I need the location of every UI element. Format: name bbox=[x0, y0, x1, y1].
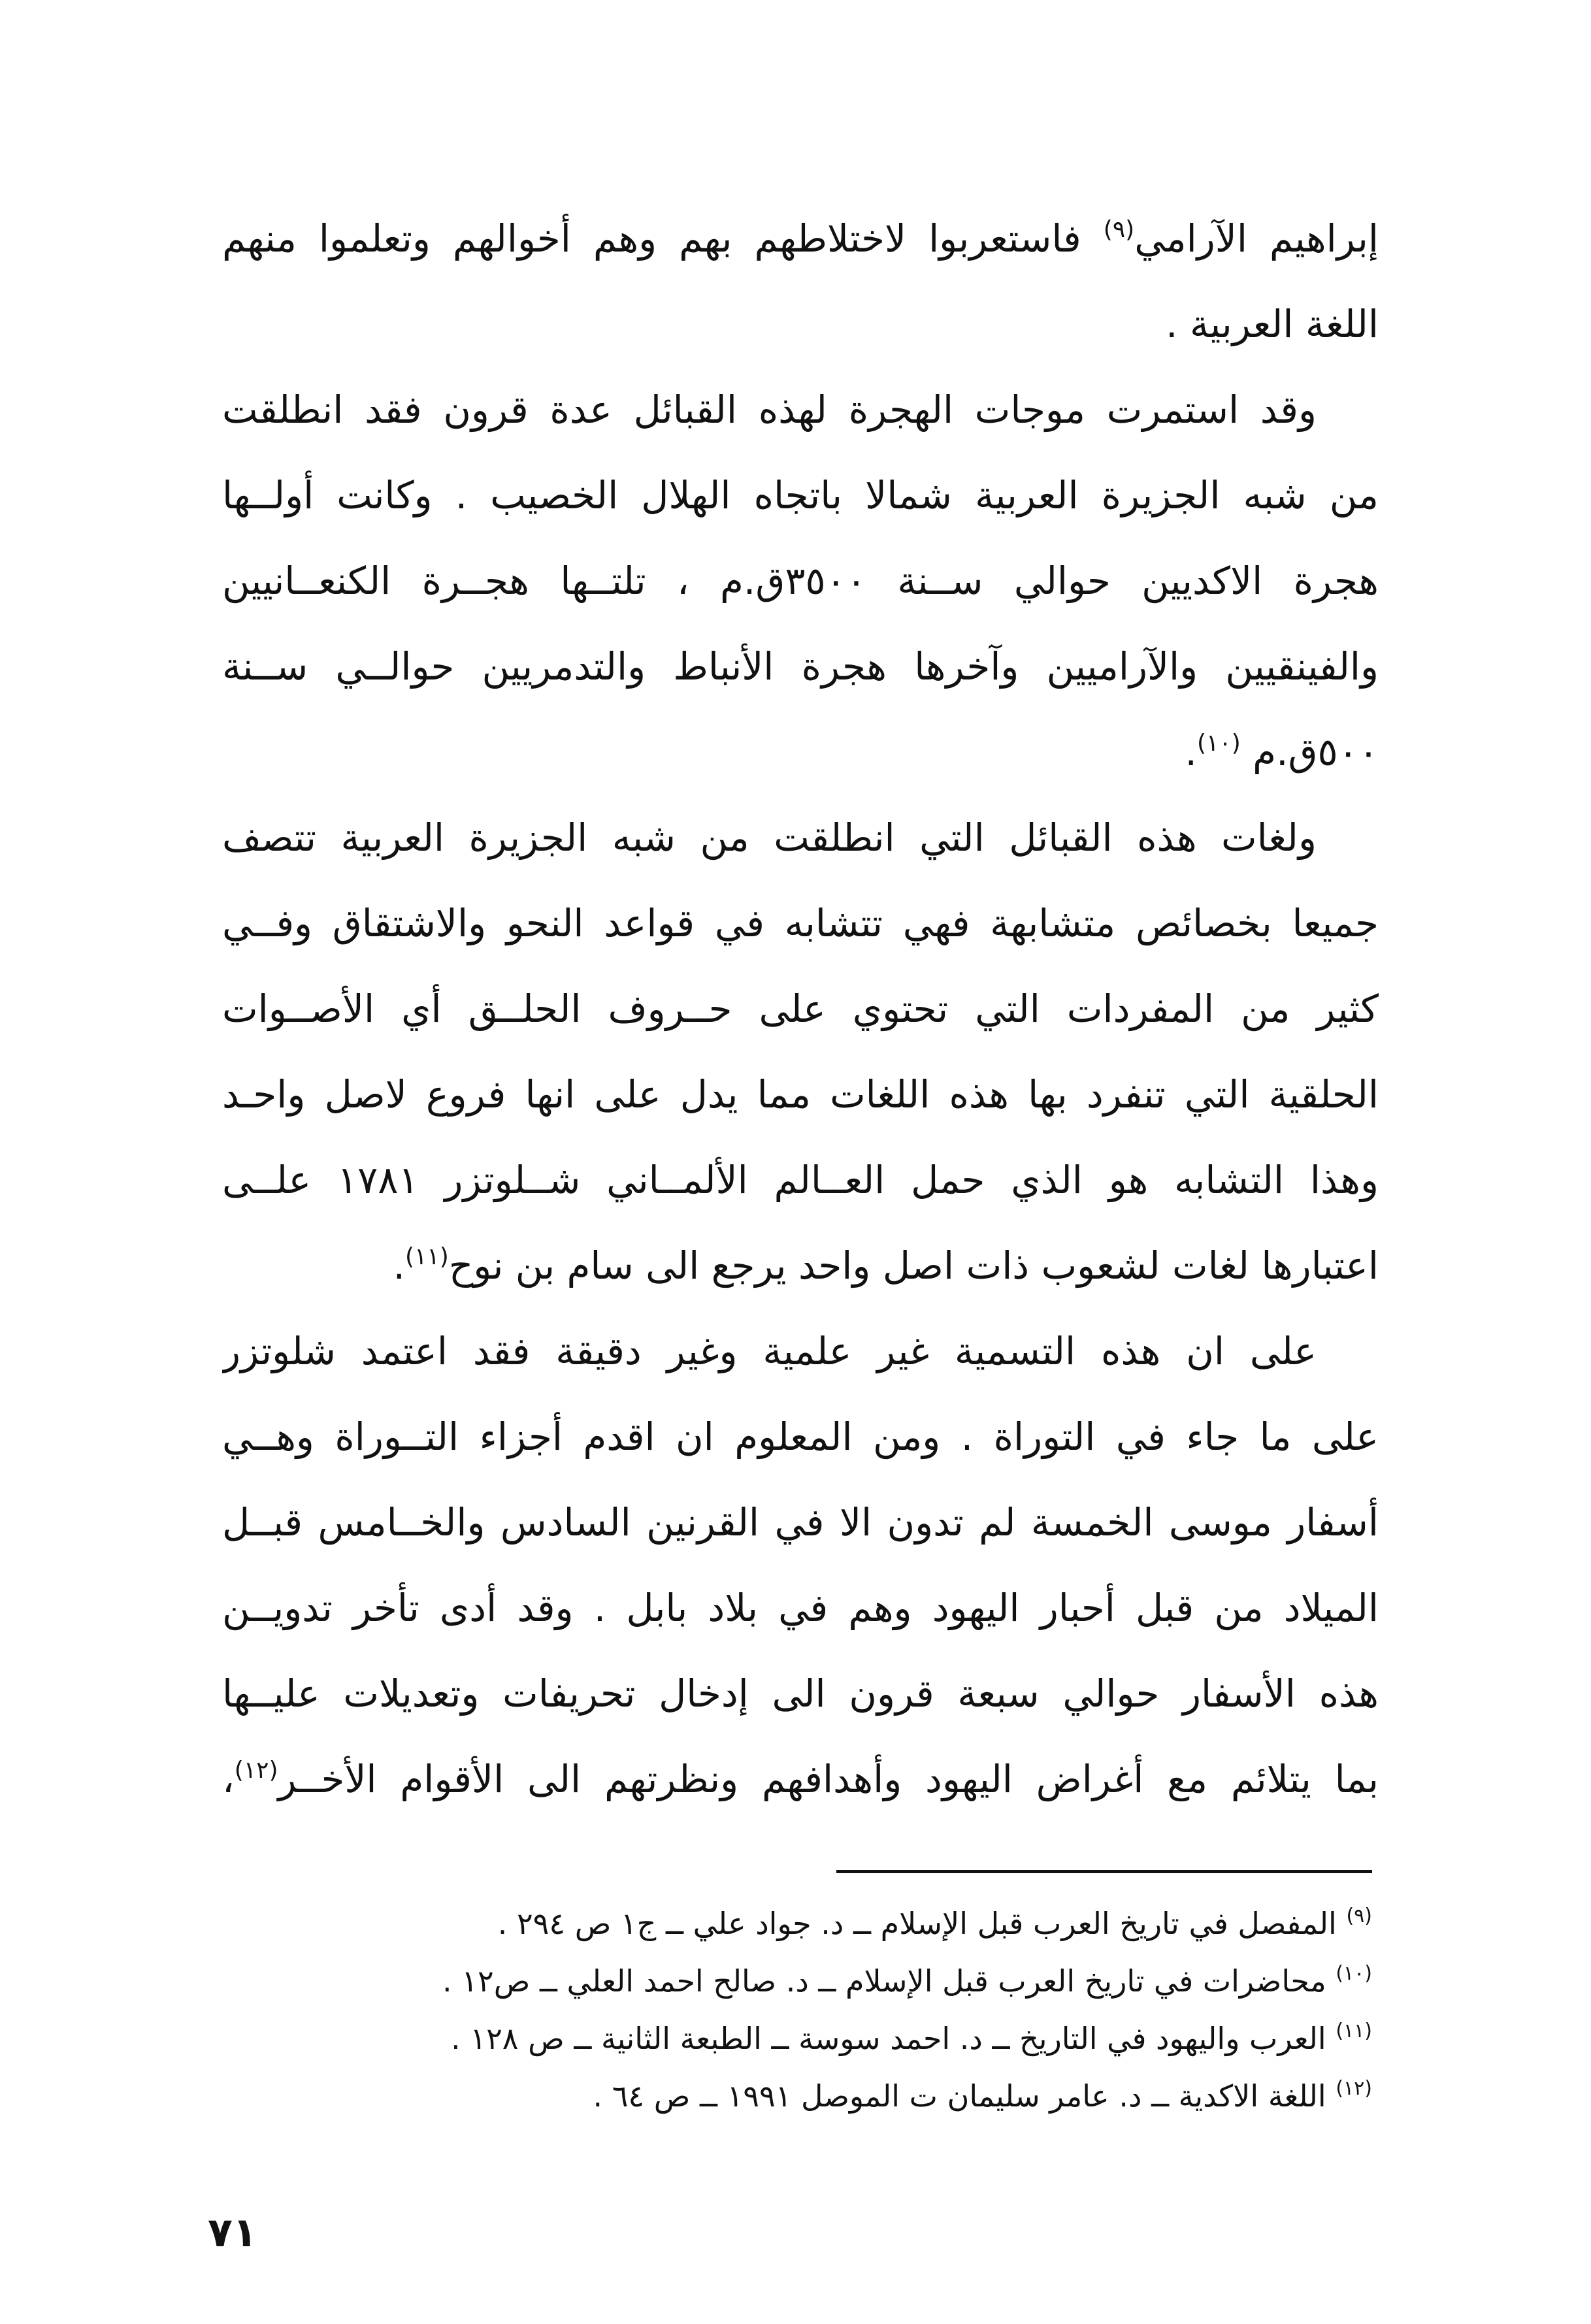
body-text bbox=[222, 196, 1379, 1822]
text-line-11: الحلقية التي تنفرد بها هذه اللغات مما يدل على انها فروع لاصل واحـد bbox=[222, 1072, 1379, 1117]
footnote-mark: (١٠) bbox=[1336, 1962, 1372, 1985]
text-line-18: هذه الأسفار حوالي سبعة قرون الى إدخال تحريفات وتعديلات عليــها bbox=[222, 1671, 1379, 1716]
text-line-3: وقد استمرت موجات الهجرة لهذه القبائل عدة قرون فقد انطلقت bbox=[222, 387, 1317, 432]
text-line-17: الميلاد من قبل أحبار اليهود وهم في بلاد بابل . وقد أدى تأخر تدويــن bbox=[222, 1586, 1379, 1630]
footnote-mark: (٩) bbox=[1346, 1905, 1372, 1927]
text-line-2: اللغة العربية . bbox=[1166, 302, 1379, 346]
footnote-separator bbox=[836, 1870, 1372, 1873]
text-line-16: أسفار موسى الخمسة لم تدون الا في القرنين السادس والخــامس قبــل bbox=[222, 1500, 1379, 1545]
page-number: ٧١ bbox=[208, 2208, 257, 2256]
footnote-mark: (١١) bbox=[1336, 2020, 1372, 2042]
text-line-9: جميعا بخصائص متشابهة فهي تتشابه في قواعد النحو والاشتقاق وفــي bbox=[222, 901, 1379, 945]
text-line-15: على ما جاء في التوراة . ومن المعلوم ان اقدم أجزاء التــوراة وهــي bbox=[222, 1415, 1379, 1459]
text-line-5: هجرة الاكديين حوالي ســنة ٣٥٠٠ق.م ، تلتــها هجــرة الكنعــانيين bbox=[222, 559, 1379, 603]
footnote-12: $^{(١٢)}$ اللغة الاكدية ــ د. عامر سليمان ت الموصل ١٩٩١ ــ ص ٦٤ . bbox=[593, 2077, 1372, 2114]
footnote-11: $^{(١١)}$ العرب واليهود في التاريخ ــ د. احمد سوسة ــ الطبعة الثانية ــ ص ١٢٨ . bbox=[451, 2020, 1372, 2056]
footnotes bbox=[222, 1895, 1372, 2125]
text-line-1: إبراهيم الآرامي$^{(٩)}$ فاستعربوا لاختلاطهم بهم وهم أخوالهم وتعلموا منهم bbox=[222, 216, 1379, 261]
text-line-10: كثير من المفردات التي تحتوي على حــروف الحلــق أي الأصــوات bbox=[222, 987, 1379, 1031]
text-line-12: وهذا التشابه هو الذي حمل العــالم الألمــاني شــلوتزر ١٧٨١ علــى bbox=[222, 1158, 1379, 1202]
text-line-6: والفينقيين والآراميين وآخرها هجرة الأنباط والتدمريين حوالــي ســنة bbox=[222, 644, 1379, 689]
text-line-4: من شبه الجزيرة العربية شمالا باتجاه الهلال الخصيب . وكانت أولــها bbox=[222, 473, 1379, 517]
footnote-ref-11[interactable]: (١١) bbox=[405, 1243, 449, 1270]
footnote-ref-10[interactable]: (١٠) bbox=[1196, 730, 1241, 757]
footnote-mark: (١٢) bbox=[1336, 2077, 1372, 2100]
text-line-13: اعتبارها لغات لشعوب ذات اصل واحد يرجع الى سام بن نوح$^{(١١)}$. bbox=[393, 1243, 1379, 1288]
text-line-7: ٥٠٠ق.م $^{(١٠)}$. bbox=[1185, 730, 1379, 774]
footnote-ref-9[interactable]: (٩) bbox=[1103, 216, 1135, 243]
text-line-14: على ان هذه التسمية غير علمية وغير دقيقة فقد اعتمد شلوتزر bbox=[222, 1329, 1317, 1373]
footnote-ref-12[interactable]: (١٢) bbox=[234, 1757, 278, 1784]
footnote-10: $^{(١٠)}$ محاضرات في تاريخ العرب قبل الإسلام ــ د. صالح احمد العلي ــ ص١٢ . bbox=[442, 1962, 1372, 1999]
footnote-9: $^{(٩)}$ المفصل في تاريخ العرب قبل الإسلام ــ د. جواد علي ــ ج١ ص ٢٩٤ . bbox=[497, 1905, 1372, 1941]
text-line-8: ولغات هذه القبائل التي انطلقت من شبه الجزيرة العربية تتصف bbox=[222, 815, 1317, 860]
text-line-19: بما يتلائم مع أغراض اليهود وأهدافهم ونظرتهم الى الأقوام الأخــر$^{(١٢)}$، bbox=[222, 1757, 1379, 1801]
